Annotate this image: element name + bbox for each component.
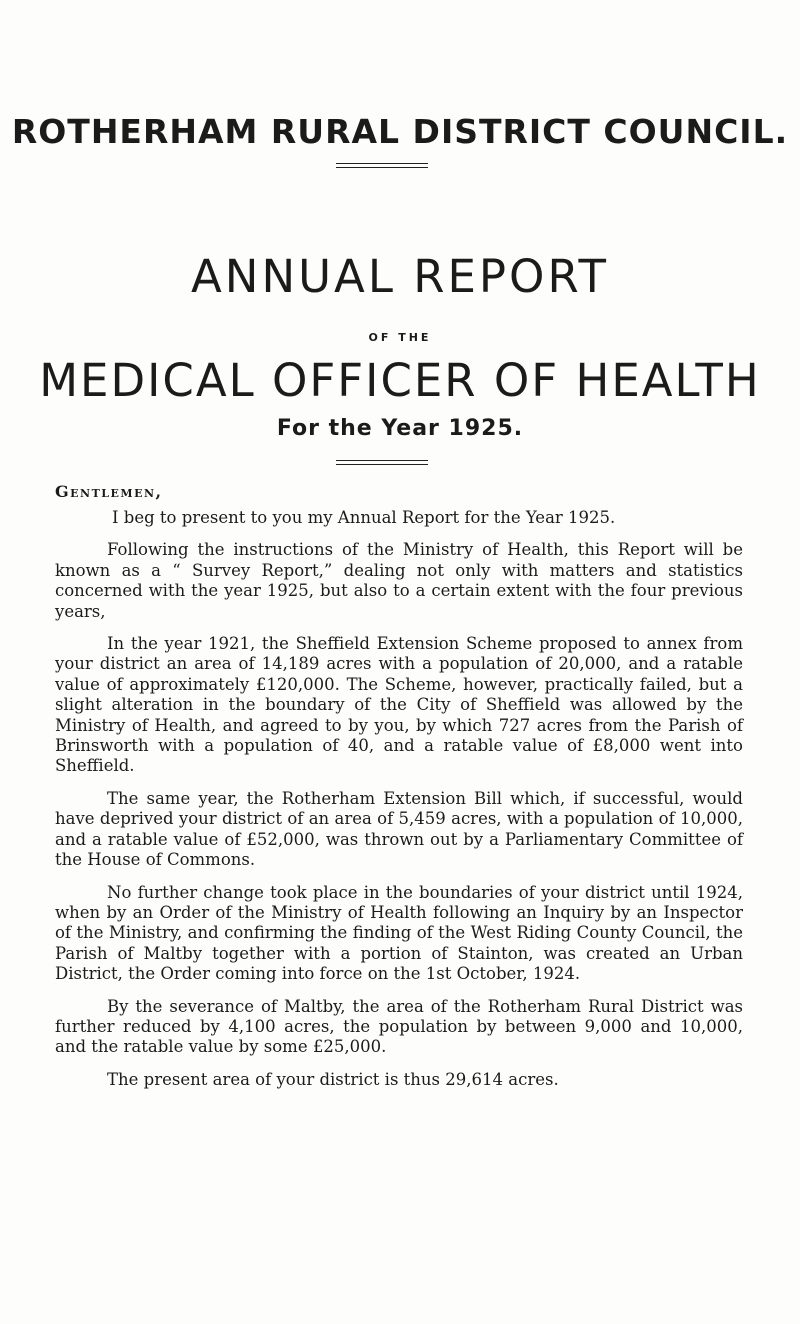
paragraph: I beg to present to you my Annual Report for the Year 1925. [112, 508, 616, 527]
report-title: ANNUAL REPORT [191, 250, 609, 303]
paragraph: No further change took place in the boundaries of your district until 1924, when by an Order of the Ministry of Health following an Inquiry by an Inspector of the Ministry, and confirming the finding of the West Riding County Council, the Parish of Maltby together with a portion of Stainton, was created an Urban District, the Order coming into force on the 1st October, 1924. [55, 882, 743, 984]
of-the-line: OF THE [368, 331, 432, 344]
divider-rule [336, 460, 428, 468]
officer-title: MEDICAL OFFICER OF HEALTH [39, 354, 761, 407]
paragraph: By the severance of Maltby, the area of the Rotherham Rural District was further reduced by 4,100 acres, the population by between 9,000 and 10,000, and the ratable value by some £25,000. [55, 996, 743, 1057]
paragraph: The present area of your district is thus 29,614 acres. [107, 1069, 559, 1089]
paragraph: In the year 1921, the Sheffield Extension Scheme proposed to annex from your district an area of 14,189 acres with a population of 20,000, and a ratable value of approximately £120,000. The Scheme, however, practically failed, but a slight alteration in the boundary of the City of Sheffield was allowed by the Ministry of Health, and agreed to by you, by which 727 acres from the Parish of Brinsworth with a population of 40, and a ratable value of £8,000 went into Sheffield. [55, 634, 743, 776]
letter-body [55, 508, 743, 1102]
council-title: ROTHERHAM RURAL DISTRICT COUNCIL. [11, 112, 789, 151]
paragraph: The same year, the Rotherham Extension Bill which, if successful, would have deprived your district of an area of 5,459 acres, with a population of 10,000, and a ratable value of £52,000, was thrown out by a Parliamentary Committee of the House of Commons. [55, 788, 743, 870]
report-year: For the Year 1925. [276, 416, 524, 441]
salutation: Gentlemen, [55, 482, 163, 501]
divider-rule [336, 163, 428, 171]
paragraph: Following the instructions of the Ministry of Health, this Report will be known as a “ Survey Report,” dealing not only with matters and statistics concerned with the year 1925, but also to a certain extent with the four previous years, [55, 540, 743, 621]
